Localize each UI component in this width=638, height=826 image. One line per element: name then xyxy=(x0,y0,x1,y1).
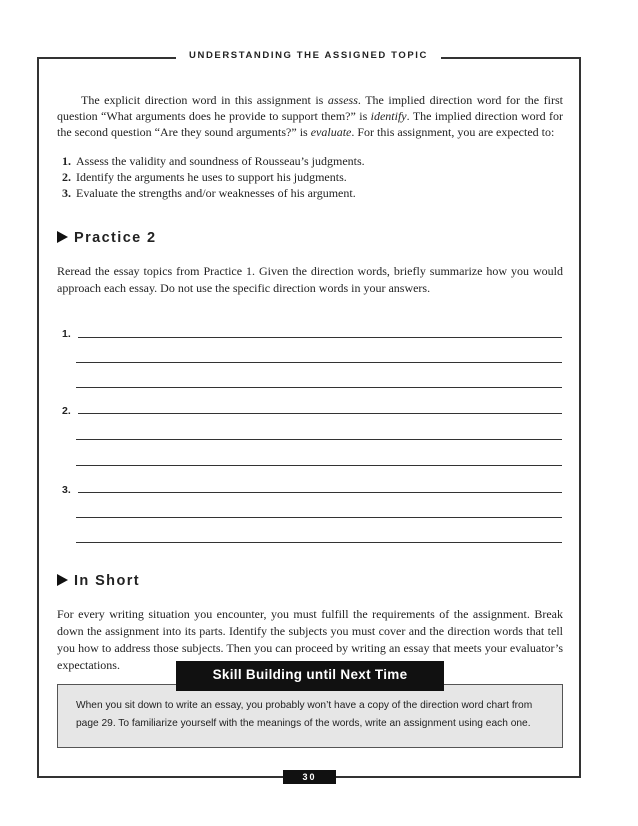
frame-border-right xyxy=(579,57,581,778)
intro-term-identify: identify xyxy=(370,109,407,123)
triangle-bullet-icon xyxy=(57,574,68,586)
running-head: UNDERSTANDING THE ASSIGNED TOPIC xyxy=(189,50,428,61)
list-item xyxy=(62,185,542,201)
answer-number-2: 2. xyxy=(62,405,71,417)
skill-building-title: Skill Building until Next Time xyxy=(176,661,444,691)
answer-number-1: 1. xyxy=(62,328,71,340)
list-item-number: 2. xyxy=(62,170,71,184)
answer-line[interactable] xyxy=(76,439,562,440)
triangle-bullet-icon xyxy=(57,231,68,243)
list-item-text: Evaluate the strengths and/or weaknesses of his argument. xyxy=(76,186,356,200)
answer-line[interactable] xyxy=(76,517,562,518)
answer-line[interactable] xyxy=(76,387,562,388)
frame-border-left xyxy=(37,57,39,778)
in-short-heading xyxy=(57,573,140,589)
answer-line[interactable] xyxy=(78,492,562,493)
list-item xyxy=(62,153,542,169)
practice-instructions: Reread the essay topics from Practice 1. Given the direction words, briefly summarize how you would approach each essay. Do not use the specific direction words in your answers. xyxy=(57,264,563,295)
intro-term-evaluate: evaluate xyxy=(310,125,352,139)
intro-term-assess: assess xyxy=(327,93,358,107)
intro-text-4: . For this assignment, you are expected to: xyxy=(351,125,555,139)
list-item xyxy=(62,169,542,185)
answer-line[interactable] xyxy=(78,337,562,338)
answer-number-3: 3. xyxy=(62,484,71,496)
skill-building-text: When you sit down to write an essay, you probably won’t have a copy of the direction word chart from page 29. To familiarize yourself with the meanings of the words, write an assignment using each one. xyxy=(76,700,533,729)
answer-line[interactable] xyxy=(78,413,562,414)
intro-text-2: . The implied direction word for the first question “What arguments does he provide to support them?” is xyxy=(57,93,563,123)
list-item-text: Identify the arguments he uses to support his judgments. xyxy=(76,170,347,184)
expectations-list xyxy=(62,153,542,201)
list-item-number: 1. xyxy=(62,154,71,168)
practice-heading-text: Practice 2 xyxy=(74,230,157,246)
frame-border-bottom-left xyxy=(37,776,283,778)
intro-paragraph xyxy=(57,92,563,140)
answer-line[interactable] xyxy=(76,542,562,543)
answer-line[interactable] xyxy=(76,465,562,466)
page-number: 30 xyxy=(283,770,336,784)
practice-heading xyxy=(57,230,157,246)
intro-text-1: The explicit direction word in this assignment is xyxy=(81,93,328,107)
list-item-text: Assess the validity and soundness of Rousseau’s judgments. xyxy=(76,154,365,168)
frame-border-top-right xyxy=(441,57,581,59)
frame-border-bottom-right xyxy=(336,776,581,778)
list-item-number: 3. xyxy=(62,186,71,200)
in-short-paragraph: For every writing situation you encounter, you must fulfill the requirements of the assignment. Break down the assignment into its parts. Identify the subjects you must cover and the direction words that tell you how to address those subjects. Then you can proceed by writing an essay that meets your evaluator’s expectations. xyxy=(57,607,563,672)
answer-line[interactable] xyxy=(76,362,562,363)
frame-border-top-left xyxy=(37,57,176,59)
intro-text-3: . The implied direction word for the second question “Are they sound arguments?” is xyxy=(57,109,564,139)
in-short-heading-text: In Short xyxy=(74,573,140,589)
